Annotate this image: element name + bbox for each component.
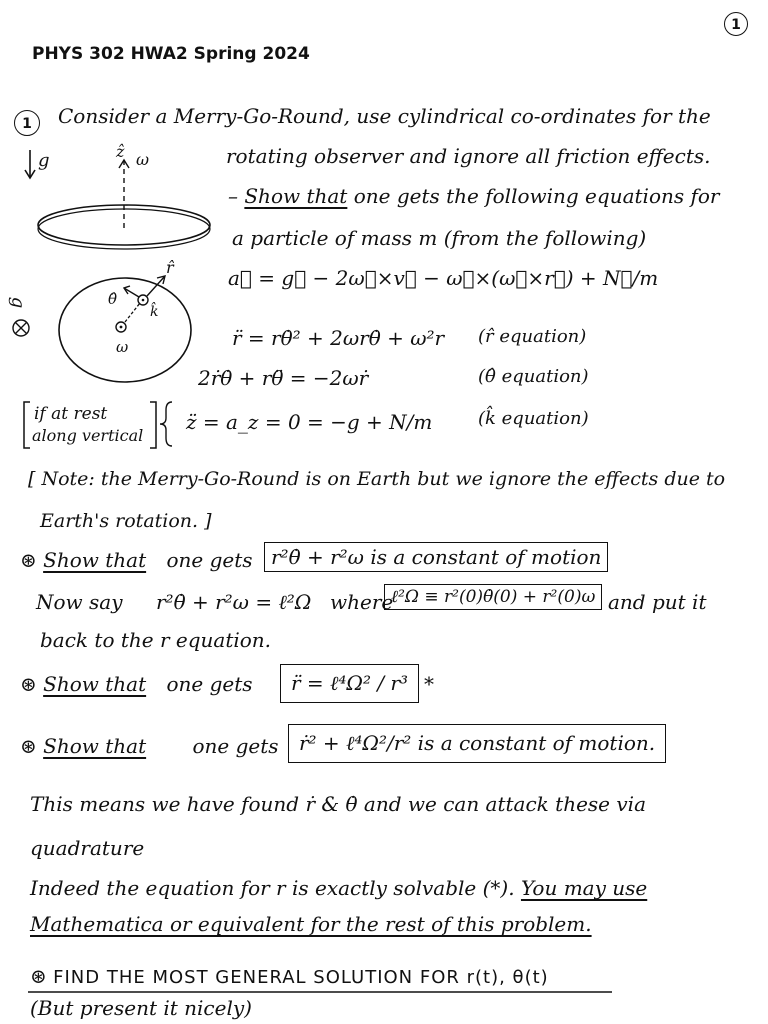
omega-axis-label: ω <box>136 150 150 169</box>
asterisk-marker: ⊛ <box>20 548 44 572</box>
task-2-result-box: r̈ = ℓ⁴Ω² / r³ <box>280 664 419 703</box>
asterisk-marker: ⊛ <box>20 672 44 696</box>
k-unit-label: k̂ <box>150 304 159 320</box>
note-line-1: [ Note: the Merry-Go-Round is on Earth but we ignore the effects due to <box>28 468 726 490</box>
page-number: 1 <box>731 17 741 33</box>
put-back-line-2: back to the r equation. <box>40 628 272 652</box>
task-3-show-that: Show that <box>43 734 147 758</box>
gravity-label: g <box>38 150 50 171</box>
task-1-rest: one gets <box>166 548 253 572</box>
intro-line-3: – Show that one gets the following equations for <box>228 184 720 208</box>
header-title: PHYS 302 HWA2 Spring 2024 <box>32 44 310 64</box>
show-that-emphasis: Show that <box>244 184 348 208</box>
task-2-rest: one gets <box>166 672 253 696</box>
paragraph-2-line-2: Mathematica or equivalent for the rest of this problem. <box>30 912 592 936</box>
paragraph-1-line-1: This means we have found ṙ & θ̇ and we can attack these via <box>30 792 646 816</box>
where-definition-box: ℓ²Ω ≡ r²(0)θ̇(0) + r²(0)ω <box>384 584 602 610</box>
asterisk-marker: ⊛ <box>20 734 44 758</box>
task-2 <box>20 672 253 696</box>
radial-unit-label: r̂ <box>166 258 174 277</box>
intro-line-3-rest: one gets the following equations for <box>353 184 720 208</box>
task-2-show-that: Show that <box>43 672 147 696</box>
task-3-result-box: ṙ² + ℓ⁴Ω²/r² is a constant of motion. <box>288 724 666 763</box>
task-3-rest: one gets <box>192 734 279 758</box>
paragraph-1-line-2: quadrature <box>30 836 145 860</box>
omega-center-label: ω <box>116 338 129 356</box>
z-equation-label: (k̂ equation) <box>478 408 589 429</box>
final-note: (But present it nicely) <box>30 996 252 1020</box>
paragraph-2-line-1-b: You may use <box>520 876 648 900</box>
intro-line-4: a particle of mass m (from the following) <box>232 226 647 250</box>
z-equation: z̈ = a_z = 0 = −g + N/m <box>186 410 433 434</box>
final-task-text: FIND THE MOST GENERAL SOLUTION FOR r(t), θ(t) <box>53 967 549 988</box>
intro-line-1: Consider a Merry-Go-Round, use cylindrical co-ordinates for the <box>58 104 711 128</box>
task-2-star: * <box>424 672 434 696</box>
task-3 <box>20 734 279 758</box>
rest-note-line-2: along vertical <box>32 426 144 445</box>
asterisk-marker: ⊛ <box>30 964 54 988</box>
task-1 <box>20 548 253 572</box>
gravity-side-label: g <box>7 296 29 309</box>
theta-equation: 2ṙθ̇ + rθ̈ = −2ωṙ <box>198 366 369 390</box>
paragraph-2-line-1 <box>30 876 647 900</box>
now-say-equation: r²θ̇ + r²ω = ℓ²Ω <box>156 590 312 614</box>
rest-note-line-1: if at rest <box>34 404 108 424</box>
task-1-result-box: r²θ̇ + r²ω is a constant of motion <box>264 542 608 572</box>
r-equation: r̈ = rθ̇² + 2ωrθ̇ + ω²r <box>232 326 445 350</box>
theta-unit-label: θ̂ <box>108 290 118 308</box>
note-line-2: Earth's rotation. ] <box>40 510 212 532</box>
put-back-text: and put it <box>608 590 707 614</box>
problem-number: 1 <box>22 116 32 132</box>
acceleration-equation: a⃗ = g⃗ − 2ω⃗×v⃗ − ω⃗×(ω⃗×r⃗) + N⃗/m <box>228 266 659 290</box>
where-word: where <box>330 590 394 614</box>
intro-line-2: rotating observer and ignore all friction effects. <box>226 144 711 168</box>
theta-equation-label: (θ̂ equation) <box>478 366 589 387</box>
final-task <box>30 964 549 988</box>
vertical-axis-label: ẑ <box>116 142 125 161</box>
paragraph-2-line-1-a: Indeed the equation for r is exactly solvable (*). <box>30 876 515 900</box>
task-1-show-that: Show that <box>43 548 147 572</box>
now-say-prefix: Now say <box>36 590 123 614</box>
r-equation-label: (r̂ equation) <box>478 326 587 347</box>
